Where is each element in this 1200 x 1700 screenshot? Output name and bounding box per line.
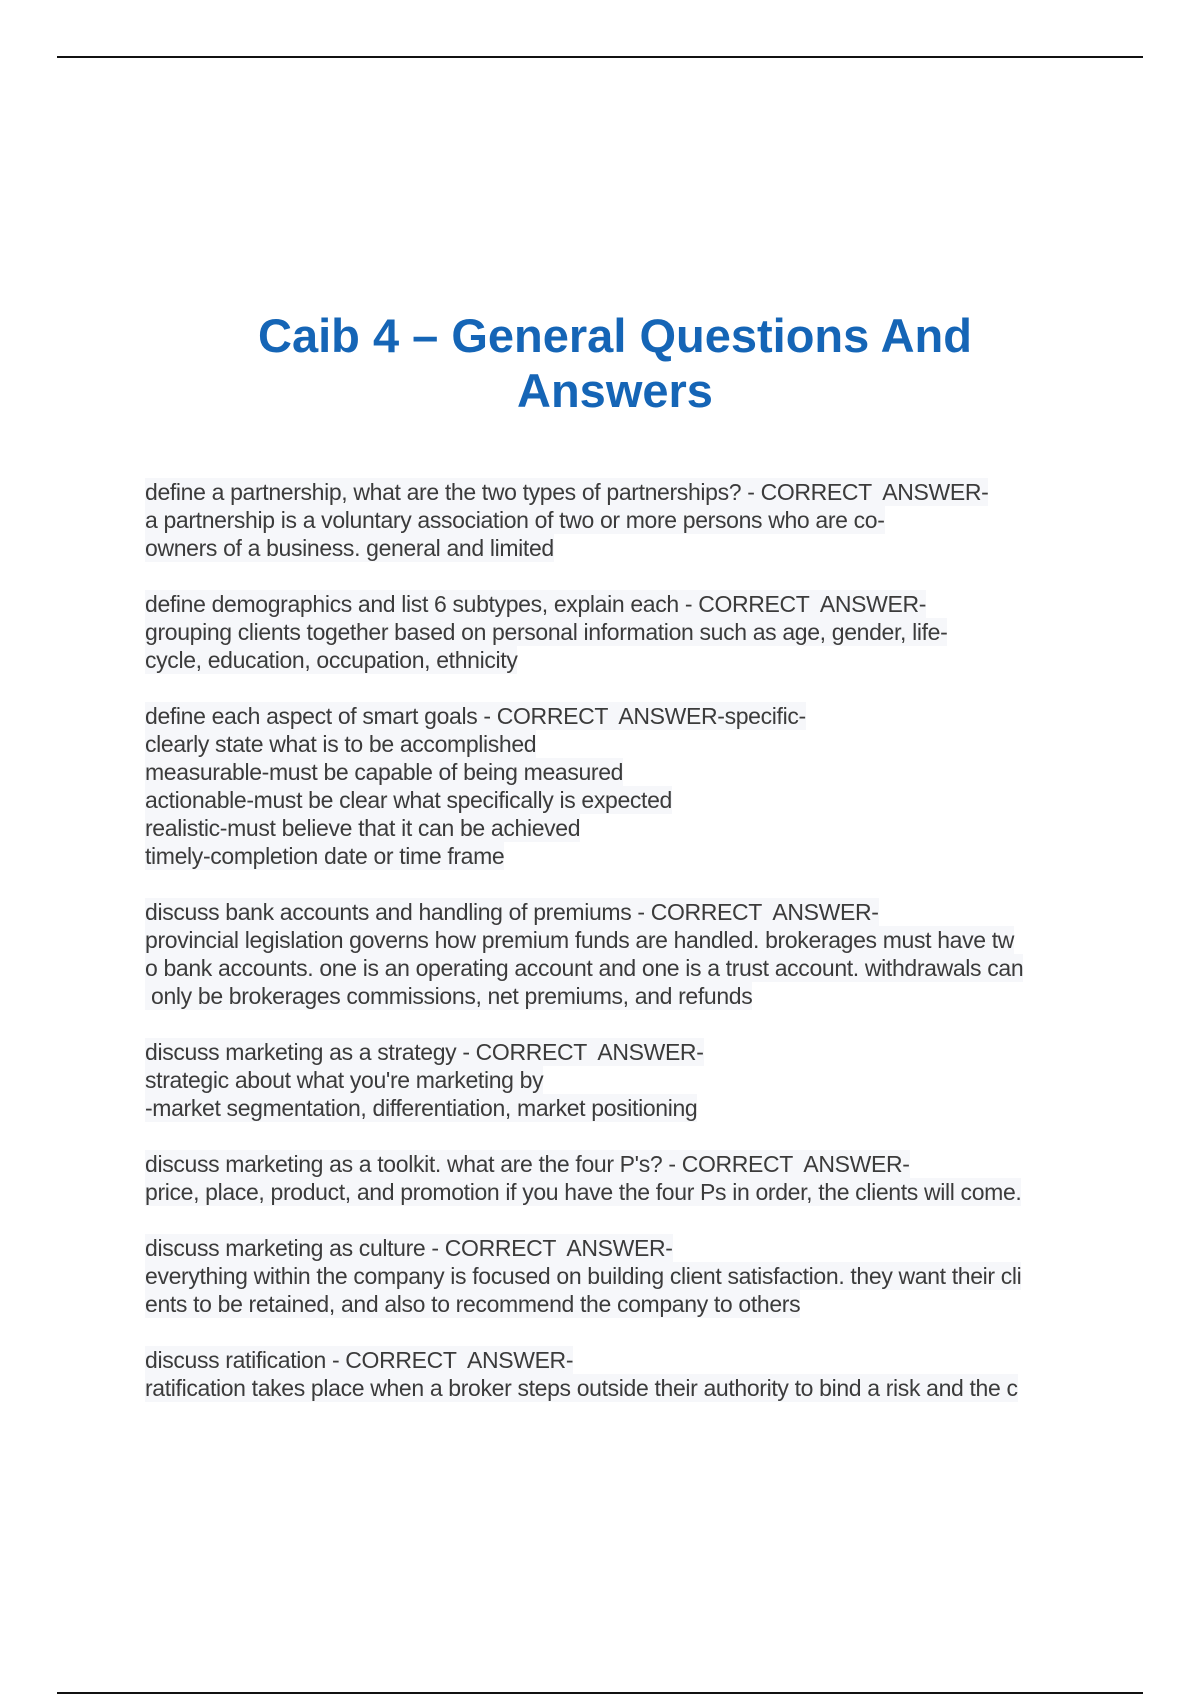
question-line: discuss ratification - CORRECT ANSWER-	[145, 1347, 574, 1373]
answer-line: clearly state what is to be accomplished	[145, 731, 537, 757]
answer-line: ratification takes place when a broker steps outside their authority to bind a risk and the c	[145, 1375, 1018, 1401]
qa-item	[145, 898, 1145, 1010]
answer-line: provincial legislation governs how premium funds are handled. brokerages must have tw	[145, 927, 1015, 953]
answer-line: -market segmentation, differentiation, market positioning	[145, 1095, 698, 1121]
answer-line: everything within the company is focused on building client satisfaction. they want their cli	[145, 1263, 1022, 1289]
question-line: define a partnership, what are the two types of partnerships? - CORRECT ANSWER-	[145, 479, 989, 505]
qa-item	[145, 1346, 1145, 1402]
question-line: discuss marketing as culture - CORRECT ANSWER-	[145, 1235, 673, 1261]
qa-item	[145, 1234, 1145, 1318]
qa-item	[145, 1038, 1145, 1122]
question-line: discuss marketing as a strategy - CORRECT ANSWER-	[145, 1039, 704, 1065]
question-line: define each aspect of smart goals - CORRECT ANSWER-specific-	[145, 703, 806, 729]
answer-line: only be brokerages commissions, net premiums, and refunds	[145, 983, 753, 1009]
qa-list	[145, 478, 1145, 1430]
title-line-2: Answers	[517, 364, 713, 417]
answer-line: measurable-must be capable of being measured	[145, 759, 624, 785]
answer-line: ents to be retained, and also to recommend the company to others	[145, 1291, 801, 1317]
qa-item	[145, 590, 1145, 674]
answer-line: realistic-must believe that it can be achieved	[145, 815, 581, 841]
document-title	[0, 308, 1200, 418]
qa-item	[145, 1150, 1145, 1206]
answer-line: grouping clients together based on personal information such as age, gender, life-	[145, 619, 948, 645]
question-line: discuss marketing as a toolkit. what are the four P's? - CORRECT ANSWER-	[145, 1151, 910, 1177]
answer-line: actionable-must be clear what specifically is expected	[145, 787, 672, 813]
answer-line: price, place, product, and promotion if you have the four Ps in order, the clients will come.	[145, 1179, 1022, 1205]
question-line: define demographics and list 6 subtypes, explain each - CORRECT ANSWER-	[145, 591, 927, 617]
qa-item	[145, 478, 1145, 562]
answer-line: owners of a business. general and limited	[145, 535, 554, 561]
title-line-1: Caib 4 – General Questions And	[258, 309, 972, 362]
answer-line: cycle, education, occupation, ethnicity	[145, 647, 518, 673]
bottom-rule	[57, 1692, 1143, 1694]
answer-line: a partnership is a voluntary association of two or more persons who are co-	[145, 507, 885, 533]
top-rule	[57, 56, 1143, 58]
answer-line: timely-completion date or time frame	[145, 843, 505, 869]
qa-item	[145, 702, 1145, 870]
answer-line: strategic about what you're marketing by	[145, 1067, 544, 1093]
question-line: discuss bank accounts and handling of premiums - CORRECT ANSWER-	[145, 899, 879, 925]
answer-line: o bank accounts. one is an operating account and one is a trust account. withdrawals can	[145, 955, 1024, 981]
